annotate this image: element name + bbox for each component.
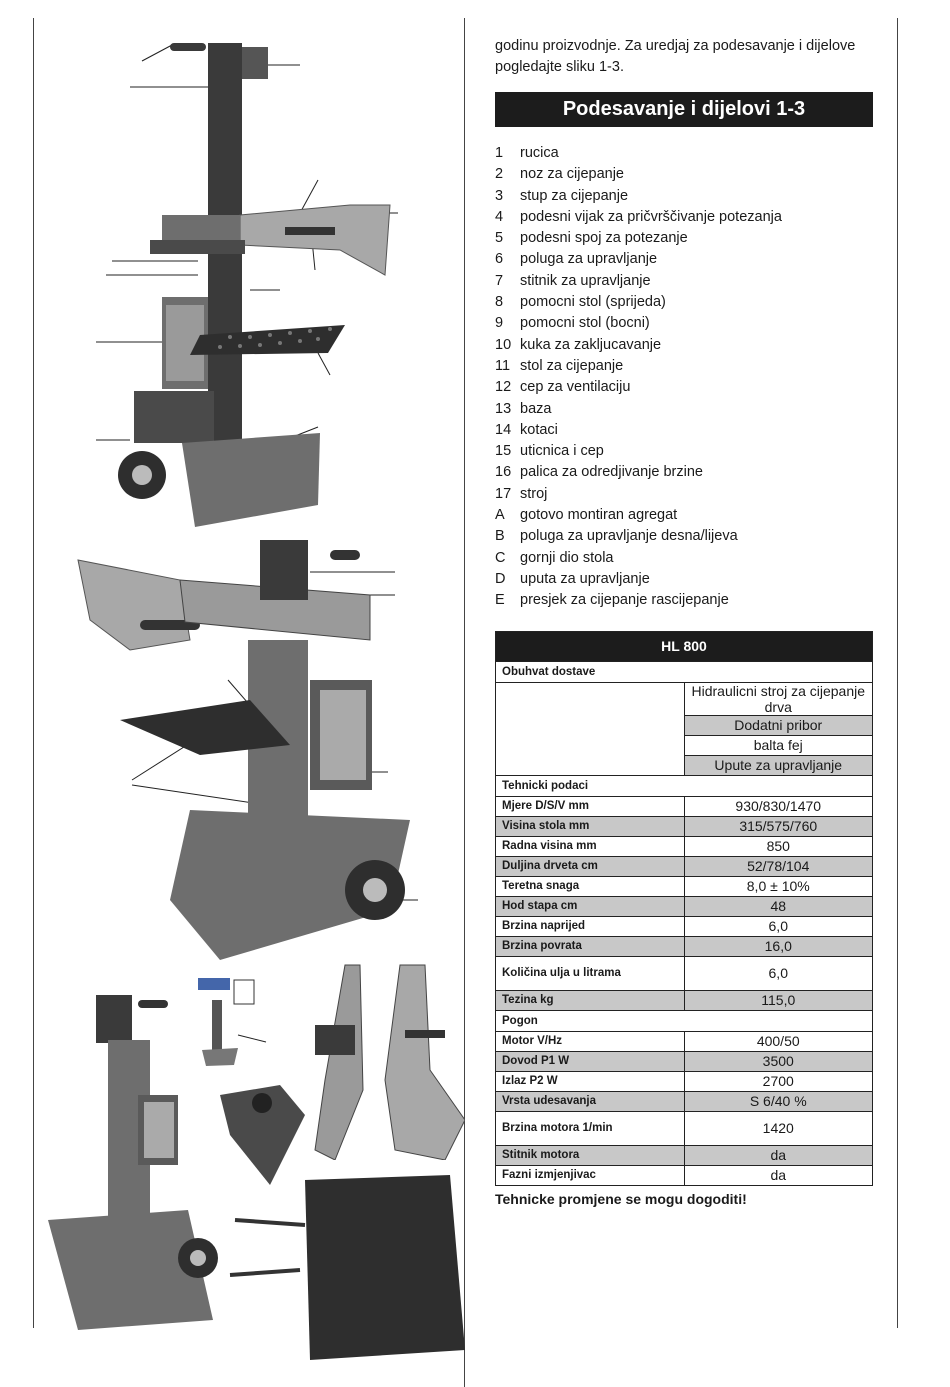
part-item (495, 526, 873, 547)
part-item (495, 313, 873, 334)
spec-label: Vrsta udesavanja (496, 1091, 685, 1111)
part-label: baza (520, 400, 552, 417)
part-label: gotovo montiran agregat (520, 507, 678, 524)
part-number: 14 (495, 421, 512, 438)
part-label: palica za odredjivanje brzine (520, 464, 703, 481)
spec-label: Fazni izmjenjivac (496, 1165, 685, 1185)
part-label: podesni spoj za potezanje (520, 230, 688, 247)
part-number: 2 (495, 166, 504, 183)
part-label: stol za cijepanje (520, 357, 624, 374)
spec-label: Količina ulja u litrama (496, 956, 685, 990)
spec-value: 48 (684, 896, 873, 916)
part-item (495, 186, 873, 207)
spec-label: Radna visina mm (496, 836, 685, 856)
part-number: 4 (495, 208, 504, 225)
spec-label: Izlaz P2 W (496, 1071, 685, 1091)
spec-row (496, 1071, 873, 1091)
part-label: stup za cijepanje (520, 187, 629, 204)
part-label: presjek za cijepanje rascijepanje (520, 592, 729, 609)
part-number: 6 (495, 251, 504, 268)
delivery-item: balta fej (684, 735, 873, 755)
part-label: poluga za upravljanje desna/lijeva (520, 528, 738, 545)
left-crop-mark (33, 18, 34, 1328)
figure-3-work-table (225, 1170, 465, 1365)
part-label: kotaci (520, 421, 558, 438)
spec-value: 115,0 (684, 990, 873, 1010)
part-item (495, 590, 873, 611)
part-item (495, 399, 873, 420)
figure-1-log-splitter (90, 35, 410, 540)
intro-text: godinu proizvodnje. Za uredjaj za podesavanje i dijelove pogledajte sliku 1-3. (495, 38, 856, 75)
part-item (495, 569, 873, 590)
right-crop-mark (897, 18, 898, 1328)
spec-group-row (496, 775, 873, 796)
part-item (495, 164, 873, 185)
part-label: pomocni stol (bocni) (520, 315, 650, 332)
delivery-blank-cell (496, 682, 685, 775)
spec-value: 400/50 (684, 1031, 873, 1051)
part-number: E (495, 592, 505, 609)
part-item (495, 441, 873, 462)
delivery-item: Dodatni pribor (684, 715, 873, 735)
part-number: A (495, 507, 505, 524)
spec-row (496, 796, 873, 816)
spec-value: 850 (684, 836, 873, 856)
spec-label: Brzina motora 1/min (496, 1111, 685, 1145)
part-label: cep za ventilaciju (520, 379, 631, 396)
part-item (495, 548, 873, 569)
section-title: Podesavanje i dijelovi 1-3 (495, 92, 873, 127)
spec-value: 1420 (684, 1111, 873, 1145)
spec-label: Brzina povrata (496, 936, 685, 956)
part-number: 9 (495, 315, 504, 332)
spec-value: 2700 (684, 1071, 873, 1091)
spec-value: 8,0 ± 10% (684, 876, 873, 896)
spec-group-heading: Tehnicki podaci (496, 775, 873, 796)
spec-row (496, 990, 873, 1010)
spec-value: da (684, 1165, 873, 1185)
spec-row (496, 816, 873, 836)
spec-label: Teretna snaga (496, 876, 685, 896)
spec-value: 930/830/1470 (684, 796, 873, 816)
spec-row (496, 896, 873, 916)
spec-row (496, 836, 873, 856)
part-item (495, 335, 873, 356)
delivery-item: Upute za upravljanje (684, 755, 873, 775)
spec-row (496, 876, 873, 896)
part-item (495, 484, 873, 505)
parts-list (495, 143, 873, 612)
part-number: B (495, 528, 505, 545)
part-number: 12 (495, 379, 512, 396)
spec-table (495, 631, 873, 1186)
part-number: 11 (495, 357, 511, 374)
part-item (495, 462, 873, 483)
part-label: gornji dio stola (520, 549, 614, 566)
spec-label: Stitnik motora (496, 1145, 685, 1165)
spec-row (496, 1091, 873, 1111)
spec-value: 3500 (684, 1051, 873, 1071)
part-item (495, 143, 873, 164)
part-label: uticnica i cep (520, 443, 604, 460)
spec-group-heading: Pogon (496, 1010, 873, 1031)
figure-3-splitting-wedge (210, 1075, 310, 1185)
spec-group-row (496, 661, 873, 682)
spec-row (496, 956, 873, 990)
part-number: 13 (495, 400, 512, 417)
part-number: 5 (495, 230, 504, 247)
part-label: rucica (520, 145, 559, 161)
part-number: 17 (495, 485, 512, 502)
part-number: D (495, 570, 506, 587)
spec-value: 52/78/104 (684, 856, 873, 876)
spec-value: S 6/40 % (684, 1091, 873, 1111)
part-number: C (495, 549, 506, 566)
spec-label: Dovod P1 W (496, 1051, 685, 1071)
part-item (495, 356, 873, 377)
spec-model: HL 800 (496, 631, 873, 661)
part-number: 8 (495, 294, 504, 311)
part-item (495, 228, 873, 249)
part-number: 16 (495, 464, 512, 481)
spec-value: 16,0 (684, 936, 873, 956)
part-label: stroj (520, 485, 548, 502)
spec-row (496, 916, 873, 936)
spec-row (496, 1031, 873, 1051)
figure-2-log-splitter-angled (70, 540, 420, 960)
part-number: 3 (495, 187, 504, 204)
part-label: pomocni stol (sprijeda) (520, 294, 666, 311)
part-number: 1 (495, 145, 504, 161)
delivery-row (496, 682, 873, 715)
part-item (495, 505, 873, 526)
spec-row (496, 856, 873, 876)
part-number: 10 (495, 336, 512, 353)
spec-row (496, 1145, 873, 1165)
part-item (495, 207, 873, 228)
part-label: kuka za zakljucavanje (520, 336, 662, 353)
spec-label: Visina stola mm (496, 816, 685, 836)
spec-value: 6,0 (684, 956, 873, 990)
part-number: 15 (495, 443, 512, 460)
figure-3-side-tables (305, 960, 465, 1160)
delivery-item: Hidraulicni stroj za cijepanje drva (684, 682, 873, 715)
spec-value: da (684, 1145, 873, 1165)
right-column (495, 36, 873, 1207)
spec-label: Motor V/Hz (496, 1031, 685, 1051)
spec-label: Hod stapa cm (496, 896, 685, 916)
figure-3-assembled-unit (38, 990, 218, 1330)
part-number: 7 (495, 272, 504, 289)
figure-3-manual-thumbnail (198, 970, 268, 1080)
spec-label: Mjere D/S/V mm (496, 796, 685, 816)
part-label: stitnik za upravljanje (520, 272, 651, 289)
spec-row (496, 936, 873, 956)
part-item (495, 271, 873, 292)
spec-group-heading: Obuhvat dostave (496, 661, 873, 682)
spec-row (496, 1051, 873, 1071)
part-label: podesni vijak za pričvrščivanje potezanja (520, 208, 782, 225)
spec-row (496, 1165, 873, 1185)
footnote: Tehnicke promjene se mogu dogoditi! (495, 1190, 747, 1207)
part-item (495, 420, 873, 441)
part-label: noz za cijepanje (520, 166, 624, 183)
spec-label: Brzina naprijed (496, 916, 685, 936)
part-label: uputa za upravljanje (520, 570, 650, 587)
part-item (495, 377, 873, 398)
spec-label: Duljina drveta cm (496, 856, 685, 876)
part-item (495, 249, 873, 270)
spec-group-row (496, 1010, 873, 1031)
spec-row (496, 1111, 873, 1145)
spec-value: 6,0 (684, 916, 873, 936)
part-label: poluga za upravljanje (520, 251, 658, 268)
spec-value: 315/575/760 (684, 816, 873, 836)
spec-label: Tezina kg (496, 990, 685, 1010)
part-item (495, 292, 873, 313)
